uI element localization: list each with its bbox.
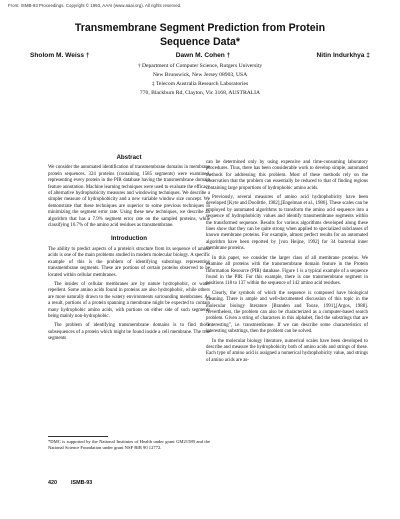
footnote: *DMC is supported by the National Institutes of Health under grant GM21589 and the National Science Foundation under grant NSF BIR 90 12772. <box>48 439 210 450</box>
body-paragraph-2: Previously, several measures of amino acid hydrophobicity have been developed [Kyte and Doolittle, 1982],[Engelman et al., 1986]. These scales can be employed by automated algorithms to transform the amino acid sequence into a sequence of hydrophobicity values and identify transmembrane segments within the transformed sequence. Results for various algorithms developed along these lines show that they can be quite strong when applied to specialized subclasses of known membrane proteins. For example, almost perfect results for an automated algorithm have been reported by [von Heijne, 1992] for 34 bacterial inner membrane proteins. <box>206 195 368 252</box>
affiliation-line-3: ‡ Telecom Australia Research Laboratories <box>151 81 249 87</box>
introduction-heading: Introduction <box>110 235 148 243</box>
page-number: 420 <box>48 480 57 486</box>
author-2: Dawn M. Cohen † <box>175 52 231 59</box>
abstract-heading: Abstract <box>116 154 142 161</box>
venue-label: ISMB-93 <box>71 480 93 486</box>
intro-paragraph-2: The insides of cellular membranes are by nature hydrophobic, or water repellent. Some amino acids found in proteins are also hydrophobic, while others are more naturally drawn to the watery environments surrounding membranes. As a result, portions of a protein spanning a membrane might be expected to contain many hydrophobic amino acids, with portions on either side of such segments being mainly non-hydrophobic. <box>48 281 210 319</box>
right-column <box>206 160 368 367</box>
title-line-1: Transmembrane Segment Prediction from Protein <box>74 22 326 34</box>
intro-paragraph-1: The ability to predict aspects of a protein's structure from its sequence of amino acids is one of the main problems studied in modern molecular biology. A specific example of this is the problem of identifying substrings representing transmembrane segments. These are portions of certain proteins observed to be located within cellular membranes. <box>48 246 210 278</box>
copyright-note: From: ISMB-93 Proceedings. Copyright © 1993, AAAI (www.aaai.org). All rights reserved. <box>8 3 182 8</box>
affiliation-line-1: † Department of Computer Science, Rutgers University <box>137 63 263 69</box>
body-paragraph-3: In this paper, we consider the larger class of all membrane proteins. We examine all proteins with the transmembrane domain feature in the Protein Information Resource (PIR) database. Figure 1 is a typical example of a sequence found in the PIR. For this example, there is one transmembrane segment in positions 118 to 137 within the sequence of 142 amino acid residues. <box>206 255 368 287</box>
author-3: Nitin Indurkhya ‡ <box>316 52 370 59</box>
body-paragraph-5: In the molecular biology literature, numerical scales have been developed to describe and measure the hydrophobicity both of amino acids and strings of these. Each type of amino acid is assigned a numerical hydrophobicity value, and strings of amino acids are as- <box>206 338 368 363</box>
author-1: Sholom M. Weiss † <box>30 52 90 59</box>
affiliation-line-2: New Brunswick, New Jersey 08903, USA <box>152 72 248 78</box>
footnote-divider <box>48 436 108 437</box>
body-paragraph-1: can be determined only by using expensive and time-consuming laboratory procedures. Thus, there has been considerable work to develop simple, automated methods for addressing this problem. Most of these methods rely on the observation that the problem can essentially be reduced to that of finding regions containing large proportions of hydrophobic amino acids. <box>206 160 368 191</box>
paper-title <box>20 22 380 49</box>
author-list <box>30 52 370 59</box>
page-footer <box>48 480 92 486</box>
intro-paragraph-3: The problem of identifying transmembrane domains is to find those subsequences of a protein which might be found inside a cell membrane. The true segments <box>48 323 210 342</box>
left-column <box>48 155 210 346</box>
abstract-text: We consider the automated identification of transmembrane domains in membrane protein sequences. 324 proteins (containing 1585 segments) were examined, representing every protein in the PIR database having the transmembrane domain feature annotation. Machine learning techniques were used to evaluate the efficacy of alternative hydrophobicity measures and windowing techniques. We describe a simpler measure of hydrophobicity and a new variable window size concept. We demonstrate that these techniques are superior to some previous techniques in minimizing the segment error rate. Using these new techniques, we describe an algorithm that has a 7.9% segment error rate on the sampled proteins, while classifying 16.7% of the amino acid residues as transmembrane. <box>48 165 210 229</box>
body-paragraph-4: Clearly, the symbols of which the sequence is composed have biological meaning. There is ample and well-documented discussion of this topic in the molecular biology literature [Branden and Tooze, 1991],[Argos, 1988]. Nevertheless, the problem can also be characterized as a computer-based search problem. Given a string of characters in this alphabet, find the substrings that are "interesting", i.e. transmembrane. If we can describe some characteristics of interesting substrings, then the problem can be solved. <box>206 290 368 335</box>
title-line-2: Sequence Data* <box>159 35 241 48</box>
affiliation-line-4: 770, Blackburn Rd, Clayton, Vic 3168, AUSTRALIA <box>139 90 261 96</box>
